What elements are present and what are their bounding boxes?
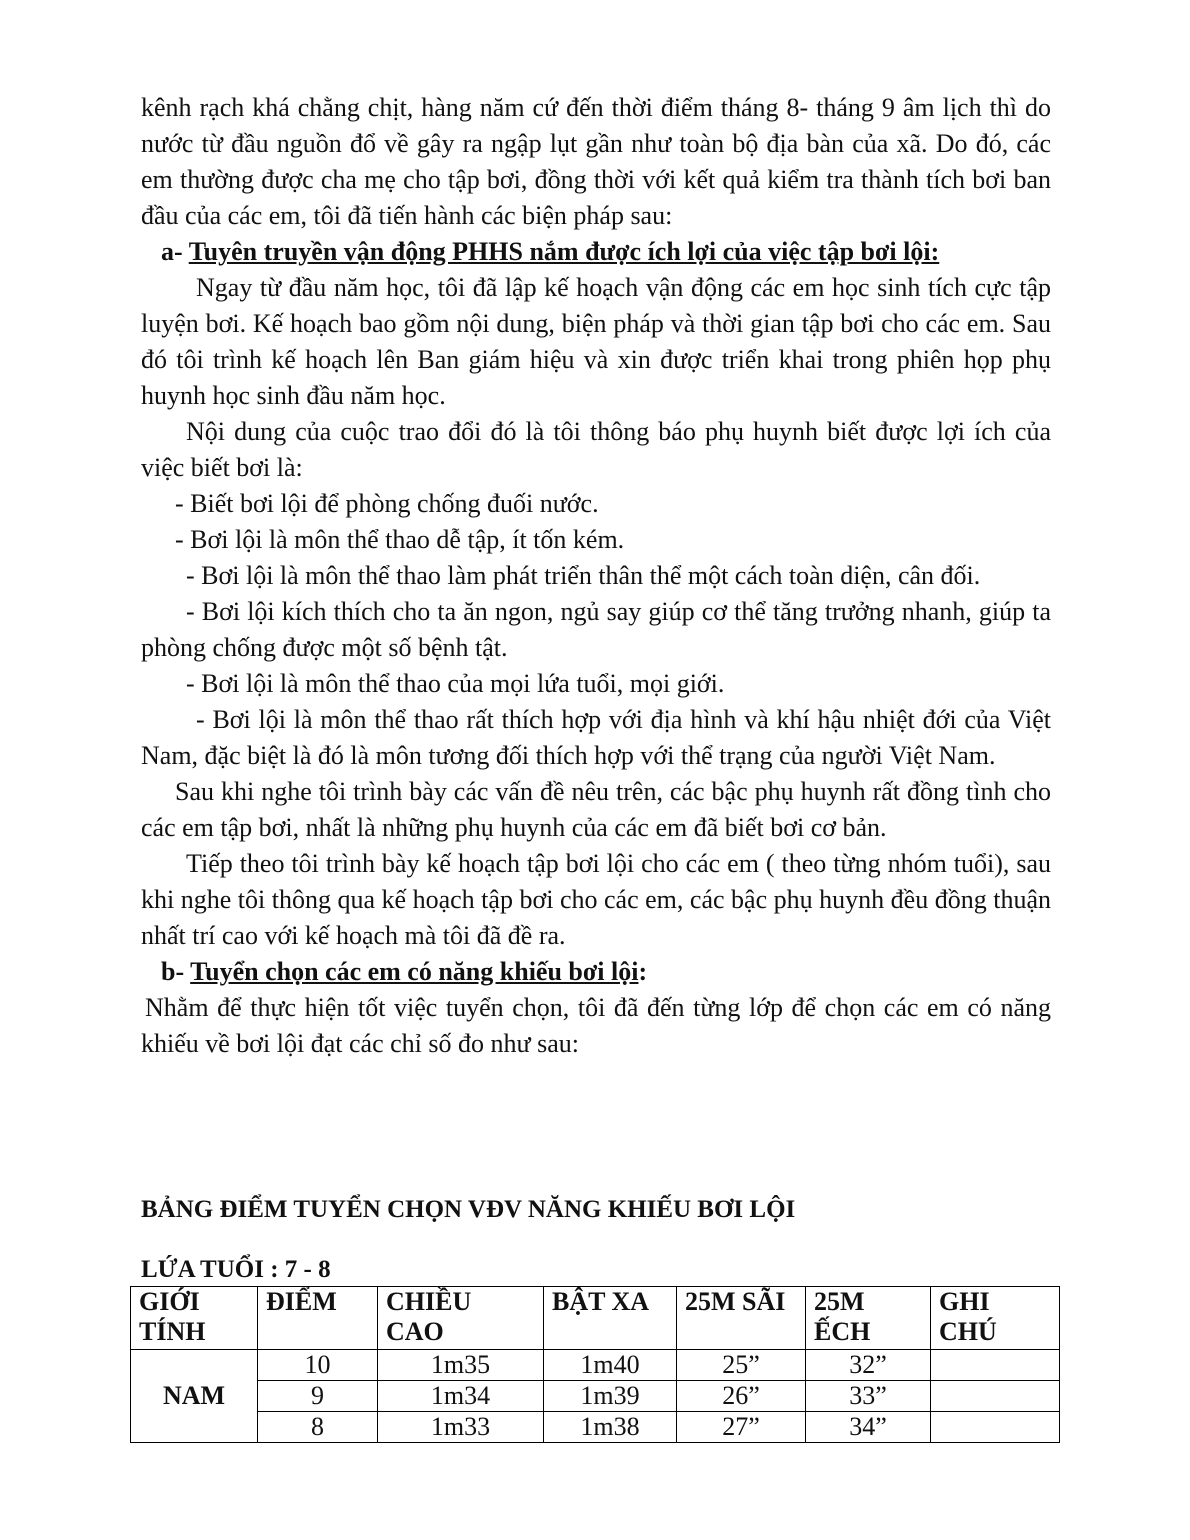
height-cell: 1m34 — [378, 1381, 544, 1412]
section-b-colon: : — [638, 957, 648, 986]
breaststroke-cell: 32” — [806, 1350, 931, 1381]
section-b-paragraph-1: Nhằm để thực hiện tốt việc tuyển chọn, tôi đã đến từng lớp để chọn các em có năng khiếu về bơi lội đạt các chỉ số đo như sau: — [141, 993, 1051, 1058]
header-height: CHIỀU CAO — [378, 1287, 544, 1350]
bullet-item: - Bơi lội là môn thể thao rất thích hợp với địa hình và khí hậu nhiệt đới của Việt Nam, đặc biệt là đó là môn tương đối thích hợp với thể trạng của người Việt Nam. — [141, 705, 1051, 770]
section-a-heading — [161, 234, 1051, 270]
bullet-item: - Bơi lội là môn thể thao làm phát triển thân thể một cách toàn diện, cân đối. — [186, 561, 981, 590]
section-a-paragraph-2: Nội dung của cuộc trao đổi đó là tôi thông báo phụ huynh biết được lợi ích của việc biết bơi là: — [141, 417, 1051, 482]
header-25m-breaststroke: 25M ẾCH — [806, 1287, 931, 1350]
freestyle-cell: 25” — [677, 1350, 806, 1381]
section-b-heading — [161, 954, 1051, 990]
header-long-jump: BẬT XA — [544, 1287, 677, 1350]
score-cell: 8 — [258, 1412, 378, 1443]
gender-cell: NAM — [131, 1350, 258, 1443]
section-a-paragraph-1: Ngay từ đầu năm học, tôi đã lập kế hoạch vận động các em học sinh tích cực tập luyện bơi. Kế hoạch bao gồm nội dung, biện pháp và thời gian tập bơi cho các em. Sau đó tôi trình kế hoạch lên Ban giám hiệu và xin được triển khai trong phiên họp phụ huynh học sinh đầu năm học. — [141, 273, 1051, 410]
section-a-paragraph-3: Sau khi nghe tôi trình bày các vấn đề nêu trên, các bậc phụ huynh rất đồng tình cho các em tập bơi, nhất là những phụ huynh của các em đã biết bơi cơ bản. — [141, 777, 1051, 842]
long-jump-cell: 1m38 — [544, 1412, 677, 1443]
breaststroke-cell: 34” — [806, 1412, 931, 1443]
long-jump-cell: 1m39 — [544, 1381, 677, 1412]
score-cell: 9 — [258, 1381, 378, 1412]
notes-cell — [931, 1350, 1060, 1381]
section-b-prefix: b- — [161, 957, 191, 986]
bullet-item: - Bơi lội là môn thể thao dễ tập, ít tốn kém. — [175, 525, 625, 554]
bullet-item: - Bơi lội kích thích cho ta ăn ngon, ngủ say giúp cơ thể tăng trưởng nhanh, giúp ta phòng chống được một số bệnh tật. — [141, 597, 1051, 662]
notes-cell — [931, 1412, 1060, 1443]
header-gender: GIỚI TÍNH — [131, 1287, 258, 1350]
header-score: ĐIỂM — [258, 1287, 378, 1350]
height-cell: 1m33 — [378, 1412, 544, 1443]
section-a-title: Tuyên truyền vận động PHHS nắm được ích lợi của việc tập bơi lội: — [188, 237, 940, 266]
score-cell: 10 — [258, 1350, 378, 1381]
height-cell: 1m35 — [378, 1350, 544, 1381]
table-row — [131, 1412, 1060, 1443]
section-a-prefix: a- — [161, 237, 189, 266]
notes-cell — [931, 1381, 1060, 1412]
table-row — [131, 1350, 1060, 1381]
header-notes: GHI CHÚ — [931, 1287, 1060, 1350]
long-jump-cell: 1m40 — [544, 1350, 677, 1381]
bullet-item: - Bơi lội là môn thể thao của mọi lứa tuổi, mọi giới. — [186, 669, 725, 698]
freestyle-cell: 27” — [677, 1412, 806, 1443]
table-title: BẢNG ĐIỂM TUYỂN CHỌN VĐV NĂNG KHIẾU BƠI LỘI — [141, 1196, 796, 1223]
table-row — [131, 1381, 1060, 1412]
bullet-item: - Biết bơi lội để phòng chống đuối nước. — [175, 489, 599, 518]
freestyle-cell: 26” — [677, 1381, 806, 1412]
header-25m-freestyle: 25M SÃI — [677, 1287, 806, 1350]
intro-paragraph: kênh rạch khá chằng chịt, hàng năm cứ đến thời điểm tháng 8- tháng 9 âm lịch thì do nước từ đầu nguồn đổ về gây ra ngập lụt gần như toàn bộ địa bàn của xã. Do đó, các em thường được cha mẹ cho tập bơi, đồng thời với kết quả kiểm tra thành tích bơi ban đầu của các em, tôi đã tiến hành các biện pháp sau: — [141, 93, 1051, 230]
table-header-row — [131, 1287, 1060, 1350]
section-b-title: Tuyển chọn các em có năng khiếu bơi lội — [190, 957, 639, 986]
age-group-label: LỨA TUỔI : 7 - 8 — [141, 1256, 331, 1283]
section-a-paragraph-4: Tiếp theo tôi trình bày kế hoạch tập bơi lội cho các em ( theo từng nhóm tuổi), sau khi nghe tôi thông qua kế hoạch tập bơi cho các em, các bậc phụ huynh đều đồng thuận nhất trí cao với kế hoạch mà tôi đã đề ra. — [141, 849, 1051, 950]
breaststroke-cell: 33” — [806, 1381, 931, 1412]
document-body — [141, 90, 1051, 1062]
selection-score-table — [130, 1286, 1060, 1443]
